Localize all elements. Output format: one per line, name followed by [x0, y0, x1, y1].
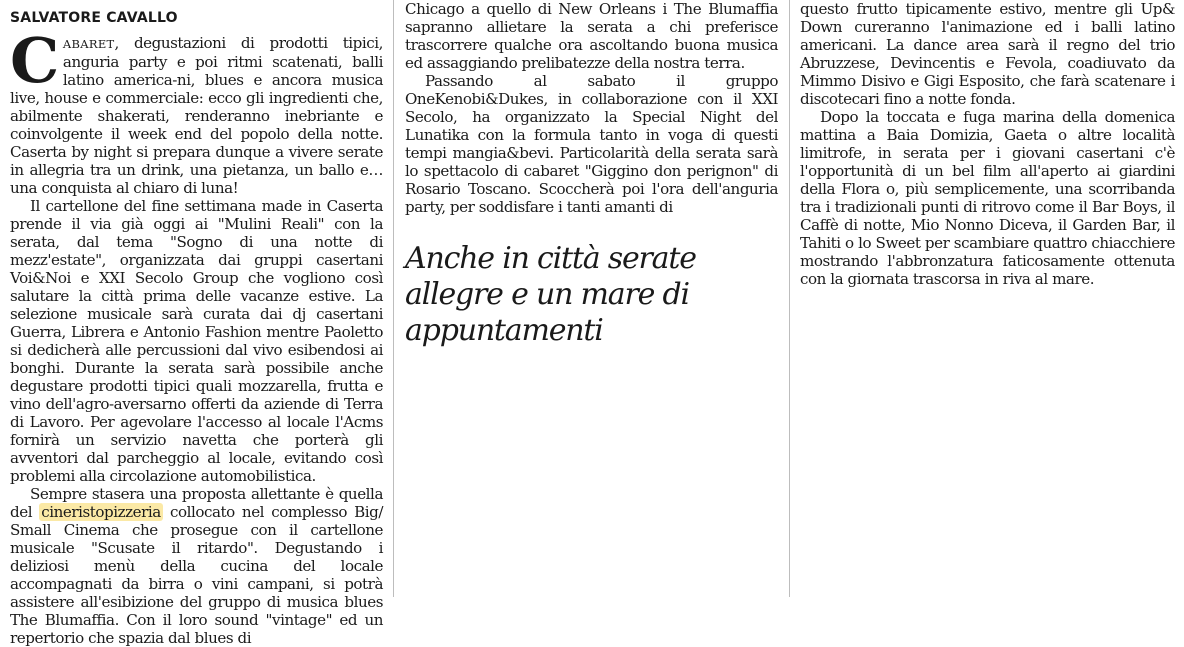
- highlighted-term[interactable]: cineristopizzeria: [41, 503, 161, 521]
- drop-cap: C: [10, 24, 59, 97]
- lead-paragraph: [10, 24, 383, 197]
- article-column-1: [10, 0, 384, 647]
- lead-smallcaps: ABARET: [62, 37, 115, 51]
- lead-text: , degustazioni di prodotti tipici, anguria party e poi ritmi scatenati, balli latino america-ni, blues e ancora musica live, house e commerciale: ecco gli ingredienti che, abilmente shakerati, renderanno inebriante e coinvolgente il week end del popolo della notte. Caserta by night si prepara dunque a vivere serate in allegria tra un drink, una pietanza, un ballo e… una conquista al chiaro di luna!: [10, 34, 383, 197]
- column-divider: [789, 0, 790, 597]
- paragraph: questo frutto tipicamente estivo, mentre gli Up& Down cureranno l'animazione ed i balli latino americani. La dance area sarà il regno del trio Abruzzese, Devincentis e Fevola, coadiuvato da Mimmo Disivo e Gigi Esposito, che farà scatenare i discotecari fino a notte fonda.: [800, 0, 1175, 108]
- article-column-2: [405, 0, 778, 597]
- paragraph: Il cartellone del fine settimana made in Caserta prende il via già oggi ai "Mulini Reali" con la serata, dal tema "Sogno di una notte di mezz'estate", organizzata dai gruppi casertani Voi&Noi e XXI Secolo Group che vogliono così salutare la città prima delle vacanze estive. La selezione musicale sarà curata dai dj casertani Guerra, Librera e Antonio Fashion mentre Paoletto si dedicherà alle percussioni dal vivo esibendosi ai bonghi. Durante la serata sarà possibile anche degustare prodotti tipici quali mozzarella, frutta e vino dell'agro-aversarno offerti da aziende di Terra di Lavoro. Per agevolare l'accesso al locale l'Acms fornirà un servizio navetta che porterà gli avventori dal parcheggio al locale, evitando così problemi alla circolazione automobilistica.: [10, 197, 383, 485]
- paragraph: Chicago a quello di New Orleans i The Blumaffia sapranno allietare la serata a chi preferisce trascorrere qualche ora ascoltando buona musica ed assaggiando prelibatezze della nostra terra.: [405, 0, 778, 72]
- article-headline: Anche in città serate allegre e un mare di appuntamenti: [405, 241, 696, 348]
- paragraph-text: collocato nel complesso Big/ Small Cinema che prosegue con il cartellone musicale "Scusate il ritardo". Degustando i deliziosi menù della cucina del locale accompagnati da birra o vini campani, si potrà assistere all'esibizione del gruppo di musica blues The Blumaffia. Con il loro sound "vintage" ed un repertorio che spazia dal blues di: [10, 503, 384, 647]
- paragraph-text: Sempre stasera una proposta allettante è quella del: [10, 485, 383, 521]
- column-divider: [393, 0, 394, 597]
- byline: SALVATORE CAVALLO: [10, 10, 178, 26]
- article-column-3: [800, 0, 1175, 597]
- paragraph: Dopo la toccata e fuga marina della domenica mattina a Baia Domizia, Gaeta o altre località limitrofe, in serata per i giovani casertani c'è l'opportunità di un bel film all'aperto ai giardini della Flora o, più semplicemente, una scorribanda tra i tradizionali punti di ritrovo come il Bar Boys, il Caffè di notte, Mio Nonno Diceva, il Garden Bar, il Tahiti o lo Sweet per scambiare quattro chiacchiere mostrando l'abbronzatura faticosamente ottenuta con la giornata trascorsa in riva al mare.: [800, 108, 1175, 288]
- paragraph: [10, 485, 383, 647]
- paragraph: Passando al sabato il gruppo OneKenobi&Dukes, in collaborazione con il XXI Secolo, ha organizzato la Special Night del Lunatika con la formula tanto in voga di questi tempi mangia&bevi. Particolarità della serata sarà lo spettacolo di cabaret "Giggino don perignon" di Rosario Toscano. Scoccherà poi l'ora dell'anguria party, per soddisfare i tanti amanti di: [405, 72, 778, 216]
